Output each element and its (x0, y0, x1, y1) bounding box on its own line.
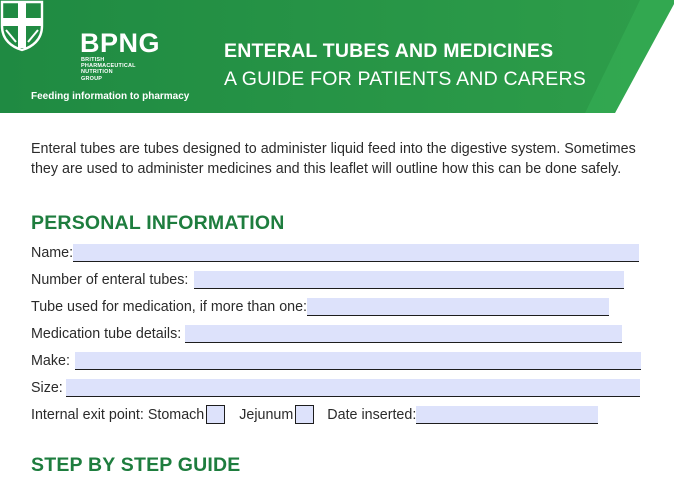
tube-medication-field[interactable] (307, 298, 609, 316)
medication-tube-details-row (31, 321, 622, 343)
tube-medication-label: Tube used for medication, if more than one: (31, 299, 308, 315)
make-field[interactable] (75, 352, 641, 370)
header-banner (0, 0, 674, 113)
name-row (31, 240, 639, 262)
size-field[interactable] (66, 379, 640, 397)
name-label: Name: (31, 245, 74, 261)
intro-paragraph: Enteral tubes are tubes designed to administer liquid feed into the digestive system. Sometimes they are used to administer medicines and this leaflet will outline how this can be done safely. (31, 141, 636, 177)
logo-subtext: BRITISH PHARMACEUTICAL NUTRITION GROUP (81, 57, 136, 82)
step-by-step-heading: STEP BY STEP GUIDE (31, 454, 241, 476)
exit-point-row (31, 402, 598, 424)
document-title: ENTERAL TUBES AND MEDICINES (224, 40, 554, 62)
num-tubes-field[interactable] (194, 271, 624, 289)
num-tubes-label: Number of enteral tubes: (31, 272, 189, 288)
make-label: Make: (31, 353, 70, 369)
medication-tube-details-label: Medication tube details: (31, 326, 182, 342)
tube-medication-row (31, 294, 609, 316)
logo-wordmark: BPNG (80, 28, 161, 58)
num-tubes-row (31, 267, 624, 289)
date-inserted-field[interactable] (416, 406, 598, 424)
document-subtitle: A GUIDE FOR PATIENTS AND CARERS (224, 68, 586, 90)
personal-information-heading: PERSONAL INFORMATION (31, 212, 285, 234)
tagline: Feeding information to pharmacy (31, 91, 190, 102)
make-row (31, 348, 641, 370)
medication-tube-details-field[interactable] (185, 325, 622, 343)
bpng-shield-logo (0, 0, 44, 52)
size-label: Size: (31, 380, 63, 396)
exit-point-stomach-label: Internal exit point: Stomach (31, 407, 205, 423)
jejunum-label: Jejunum (239, 407, 294, 423)
size-row (31, 375, 640, 397)
date-inserted-label: Date inserted: (327, 407, 417, 423)
name-field[interactable] (73, 244, 639, 262)
stomach-checkbox[interactable] (206, 405, 225, 424)
jejunum-checkbox[interactable] (295, 405, 314, 424)
